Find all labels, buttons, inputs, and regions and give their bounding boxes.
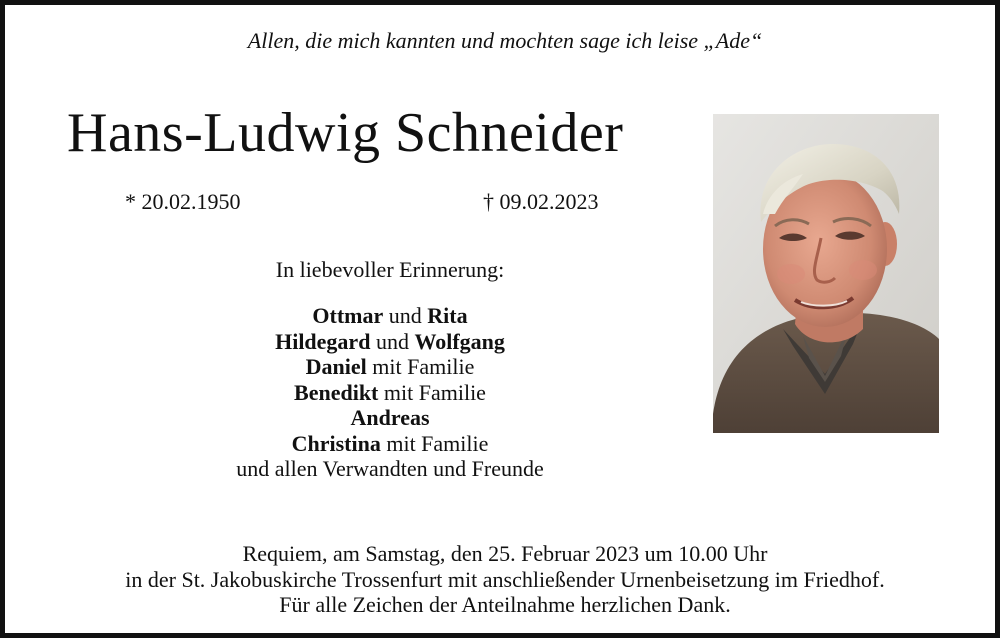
service-info	[5, 541, 1000, 618]
birth-date: * 20.02.1950	[125, 189, 241, 214]
mourner-suffix: mit Familie	[380, 430, 489, 456]
motto-text: Allen, die mich kannten und mochten sage ich leise „Ade“	[247, 28, 763, 53]
memory-heading: In liebevoller Erinnerung:	[275, 257, 505, 282]
portrait-photo	[713, 114, 939, 433]
mourner-suffix: mit Familie	[378, 379, 486, 405]
mourner-name: Rita	[427, 303, 468, 328]
mourner-connector: und	[370, 328, 415, 354]
thanks-line: Für alle Zeichen der Anteilnahme herzlichen Dank.	[279, 592, 731, 617]
mourner-name: Christina	[291, 430, 381, 456]
requiem-line: Requiem, am Samstag, den 25. Februar 2023 um 10.00 Uhr	[242, 541, 768, 566]
mourner-name: Daniel	[305, 354, 367, 379]
mourner-line	[160, 329, 620, 355]
deceased-name: Hans-Ludwig Schneider	[67, 102, 624, 164]
mourner-name: Benedikt	[294, 379, 379, 405]
mourner-suffix: mit Familie	[366, 354, 475, 379]
mourner-line	[160, 354, 620, 380]
mourner-name: Ottmar	[312, 303, 384, 328]
mourner-line	[160, 456, 620, 482]
mourner-suffix: und allen Verwandten und Freunde	[236, 456, 544, 481]
mourner-line	[160, 405, 620, 431]
death-date: † 09.02.2023	[483, 189, 599, 214]
mourner-name: Hildegard	[275, 328, 371, 354]
mourner-line	[160, 303, 620, 329]
mourner-name: Andreas	[350, 405, 430, 430]
mourner-line	[160, 380, 620, 406]
mourners-list	[160, 303, 620, 482]
mourner-connector: und	[383, 303, 428, 328]
mourner-name: Wolfgang	[414, 328, 505, 354]
location-line: in der St. Jakobuskirche Trossenfurt mit anschließender Urnenbeisetzung im Friedhof.	[125, 566, 885, 592]
mourner-line	[160, 431, 620, 457]
